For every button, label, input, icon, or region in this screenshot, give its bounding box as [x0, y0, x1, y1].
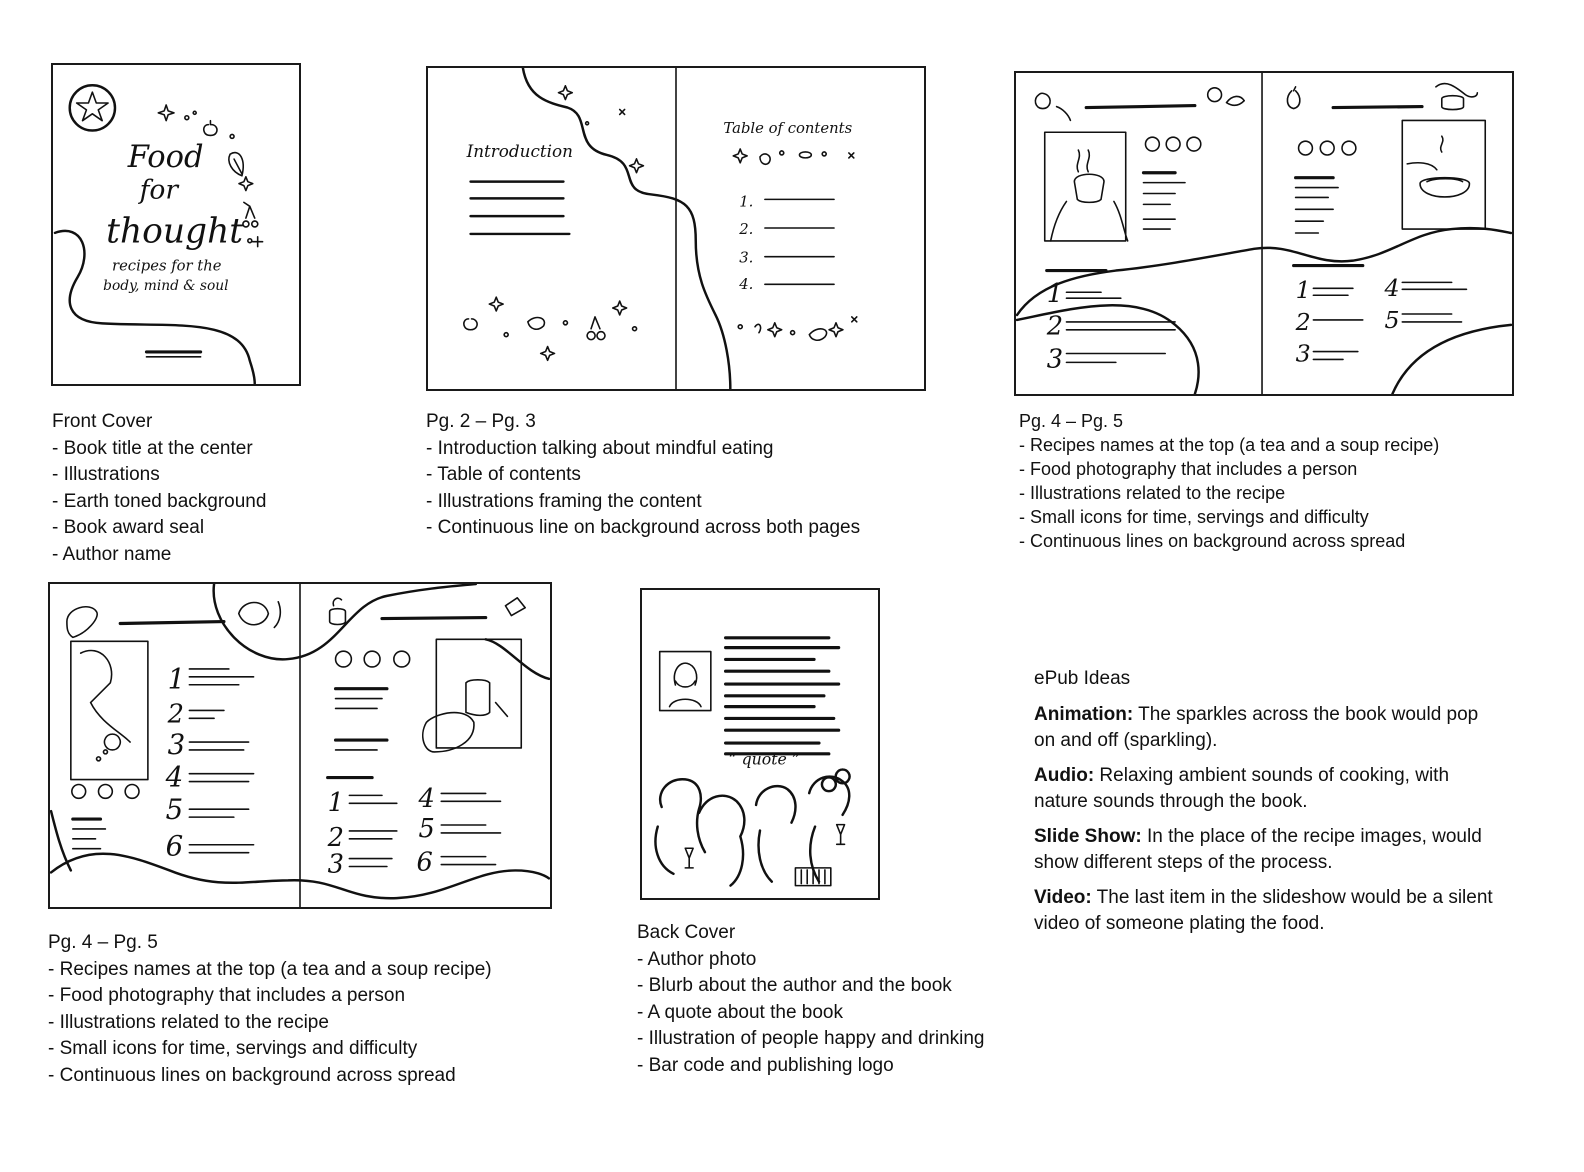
epub-idea-audio — [1034, 763, 1504, 815]
fish-icon — [239, 602, 281, 628]
time-icon — [1145, 137, 1159, 151]
caption-item: - Small icons for time, servings and difficulty — [48, 1038, 418, 1059]
caption-item: - Illustration of people happy and drinking — [637, 1028, 985, 1049]
author-photo — [660, 652, 711, 711]
hands-with-cup — [1051, 150, 1128, 241]
caption-item: - Earth toned background — [52, 490, 267, 512]
jar-icon — [330, 598, 346, 624]
pg4-5-top-caption — [1019, 409, 1439, 553]
svg-text:4: 4 — [1384, 274, 1400, 303]
background-wave-line — [55, 231, 255, 383]
caption-title: Pg. 4 – Pg. 5 — [48, 932, 158, 953]
svg-text:6: 6 — [165, 829, 184, 863]
toc-number-4: 4. — [739, 276, 754, 294]
sparkle-icon — [558, 86, 572, 100]
sparkle-icon — [158, 105, 174, 121]
caption-item: - Introduction talking about mindful eating — [426, 437, 774, 459]
illustration-row-top — [733, 149, 853, 164]
svg-text:3: 3 — [327, 849, 345, 880]
caption-title: Front Cover — [52, 411, 153, 432]
idea-text: The sparkles across the book would pop on and off (sparkling). — [1034, 704, 1479, 751]
caption-item: - Bar code and publishing logo — [637, 1054, 894, 1076]
idea-text: The last item in the slideshow would be a silent video of someone plating the food. — [1034, 887, 1493, 934]
pear-icon — [1287, 87, 1299, 109]
svg-text:2: 2 — [327, 822, 345, 853]
caption-item: - Food photography that includes a person — [1019, 459, 1358, 479]
sparkle-icon-2 — [239, 177, 253, 191]
svg-text:1: 1 — [327, 788, 345, 819]
orange-icon — [1208, 88, 1222, 102]
svg-text:3: 3 — [1295, 339, 1311, 368]
teacup-icon — [1035, 93, 1070, 120]
svg-text:2: 2 — [167, 699, 184, 730]
pot-icon — [1436, 84, 1477, 110]
illustration-row-bottom-right — [738, 317, 856, 340]
toc-number-1: 1. — [739, 193, 754, 211]
svg-text:3: 3 — [167, 727, 186, 761]
toc-heading: Table of contents — [723, 120, 853, 138]
pg4-5-bottom-caption — [48, 930, 492, 1089]
food-photo-soup — [1402, 120, 1485, 229]
intro-spread-sketch — [426, 66, 926, 391]
svg-text:3: 3 — [1046, 344, 1064, 375]
introduction-heading: Introduction — [466, 140, 573, 161]
caption-item: - Continuous line on background across both pages — [426, 517, 861, 538]
svg-text:2: 2 — [1046, 311, 1064, 342]
recipe-spread-a-sketch — [1014, 71, 1514, 396]
svg-text:4: 4 — [418, 784, 435, 815]
corner-arc-right — [1392, 325, 1511, 394]
recipe-title-bar — [1086, 106, 1195, 108]
taco-icon — [67, 607, 97, 638]
continuous-river-line — [523, 68, 730, 389]
caption-item: - Food photography that includes a person — [48, 985, 406, 1006]
epub-idea-animation — [1034, 702, 1504, 754]
soup-bowl — [1407, 136, 1469, 197]
cover-subtitle-line1: recipes for the — [112, 257, 222, 275]
caption-item: - Book award seal — [52, 517, 205, 538]
cover-title-food: Food — [127, 139, 204, 175]
lemon-icon — [1226, 96, 1244, 105]
svg-text:2: 2 — [1295, 307, 1311, 336]
idea-label: Video: — [1034, 887, 1092, 908]
caption-item: - Illustrations related to the recipe — [48, 1011, 329, 1033]
caption-title: Back Cover — [637, 922, 736, 943]
svg-text:4: 4 — [165, 760, 184, 794]
caption-item: - Continuous lines on background across spread — [1019, 531, 1406, 551]
wine-glass-icon — [685, 825, 844, 868]
front-cover-sketch — [51, 63, 301, 386]
svg-text:1: 1 — [1046, 279, 1064, 310]
recipe-spread-b-sketch — [48, 582, 552, 909]
caption-item: - Author name — [52, 543, 172, 565]
caption-item: - Author photo — [637, 948, 757, 970]
toc-number-3: 3. — [739, 249, 754, 267]
cherries-icon — [243, 202, 258, 227]
epub-idea-slideshow — [1034, 824, 1504, 876]
idea-text: In the place of the recipe images, would show different steps of the process. — [1034, 826, 1482, 873]
pg2-3-caption — [426, 409, 860, 542]
cover-title-thought: thought — [106, 211, 244, 252]
svg-text:5: 5 — [165, 793, 184, 827]
svg-text:1: 1 — [167, 662, 186, 696]
caption-item: - Continuous lines on background across spread — [48, 1064, 456, 1086]
pumpkin-icon — [204, 121, 217, 136]
food-photo-tea — [1045, 132, 1126, 241]
epub-ideas-heading: ePub Ideas — [1034, 668, 1131, 689]
illustration-row-bottom-left — [464, 297, 637, 360]
caption-item: - A quote about the book — [637, 1001, 844, 1023]
author-portrait — [670, 663, 701, 707]
idea-label: Slide Show: — [1034, 826, 1142, 847]
front-cover-caption — [52, 409, 266, 568]
idea-text: Relaxing ambient sounds of cooking, with nature sounds through the book. — [1034, 765, 1450, 812]
quote-text: “ quote ” — [728, 749, 800, 769]
svg-text:6: 6 — [416, 847, 433, 878]
back-cover-sketch — [640, 588, 880, 900]
caption-item: - Book title at the center — [52, 437, 253, 459]
food-photo-right — [436, 639, 521, 748]
caption-item: - Recipes names at the top (a tea and a soup recipe) — [1019, 435, 1440, 455]
caption-item: - Illustrations related to the recipe — [1019, 483, 1286, 503]
caption-item: - Table of contents — [426, 464, 581, 485]
difficulty-icon — [1187, 137, 1201, 151]
caption-item: - Blurb about the author and the book — [637, 975, 952, 996]
cover-subtitle-line2: body, mind & soul — [103, 277, 229, 294]
cake-slice-illustration — [423, 680, 508, 752]
idea-label: Animation: — [1034, 704, 1134, 725]
cover-title-for: for — [139, 174, 179, 206]
epub-idea-video — [1034, 885, 1504, 937]
leaf-icon — [229, 153, 243, 176]
toc-number-2: 2. — [739, 220, 754, 238]
back-cover-caption — [637, 920, 985, 1079]
svg-text:5: 5 — [1384, 305, 1400, 334]
caption-item: - Small icons for time, servings and difficulty — [1019, 507, 1369, 527]
star-icon — [77, 92, 108, 121]
caption-title: Pg. 2 – Pg. 3 — [426, 411, 536, 432]
person-pouring — [81, 651, 130, 761]
caption-item: - Recipes names at the top (a tea and a soup recipe) — [48, 958, 492, 980]
caption-item: - Illustrations — [52, 464, 160, 485]
corner-arc-left — [1017, 305, 1199, 394]
caption-item: - Illustrations framing the content — [426, 490, 702, 512]
caption-title: Pg. 4 – Pg. 5 — [1019, 411, 1124, 431]
servings-icon — [1166, 137, 1180, 151]
idea-label: Audio: — [1034, 765, 1095, 786]
svg-text:5: 5 — [418, 813, 435, 844]
svg-text:1: 1 — [1295, 276, 1311, 305]
epub-ideas-panel — [1034, 666, 1504, 946]
cake-icon — [505, 598, 525, 616]
